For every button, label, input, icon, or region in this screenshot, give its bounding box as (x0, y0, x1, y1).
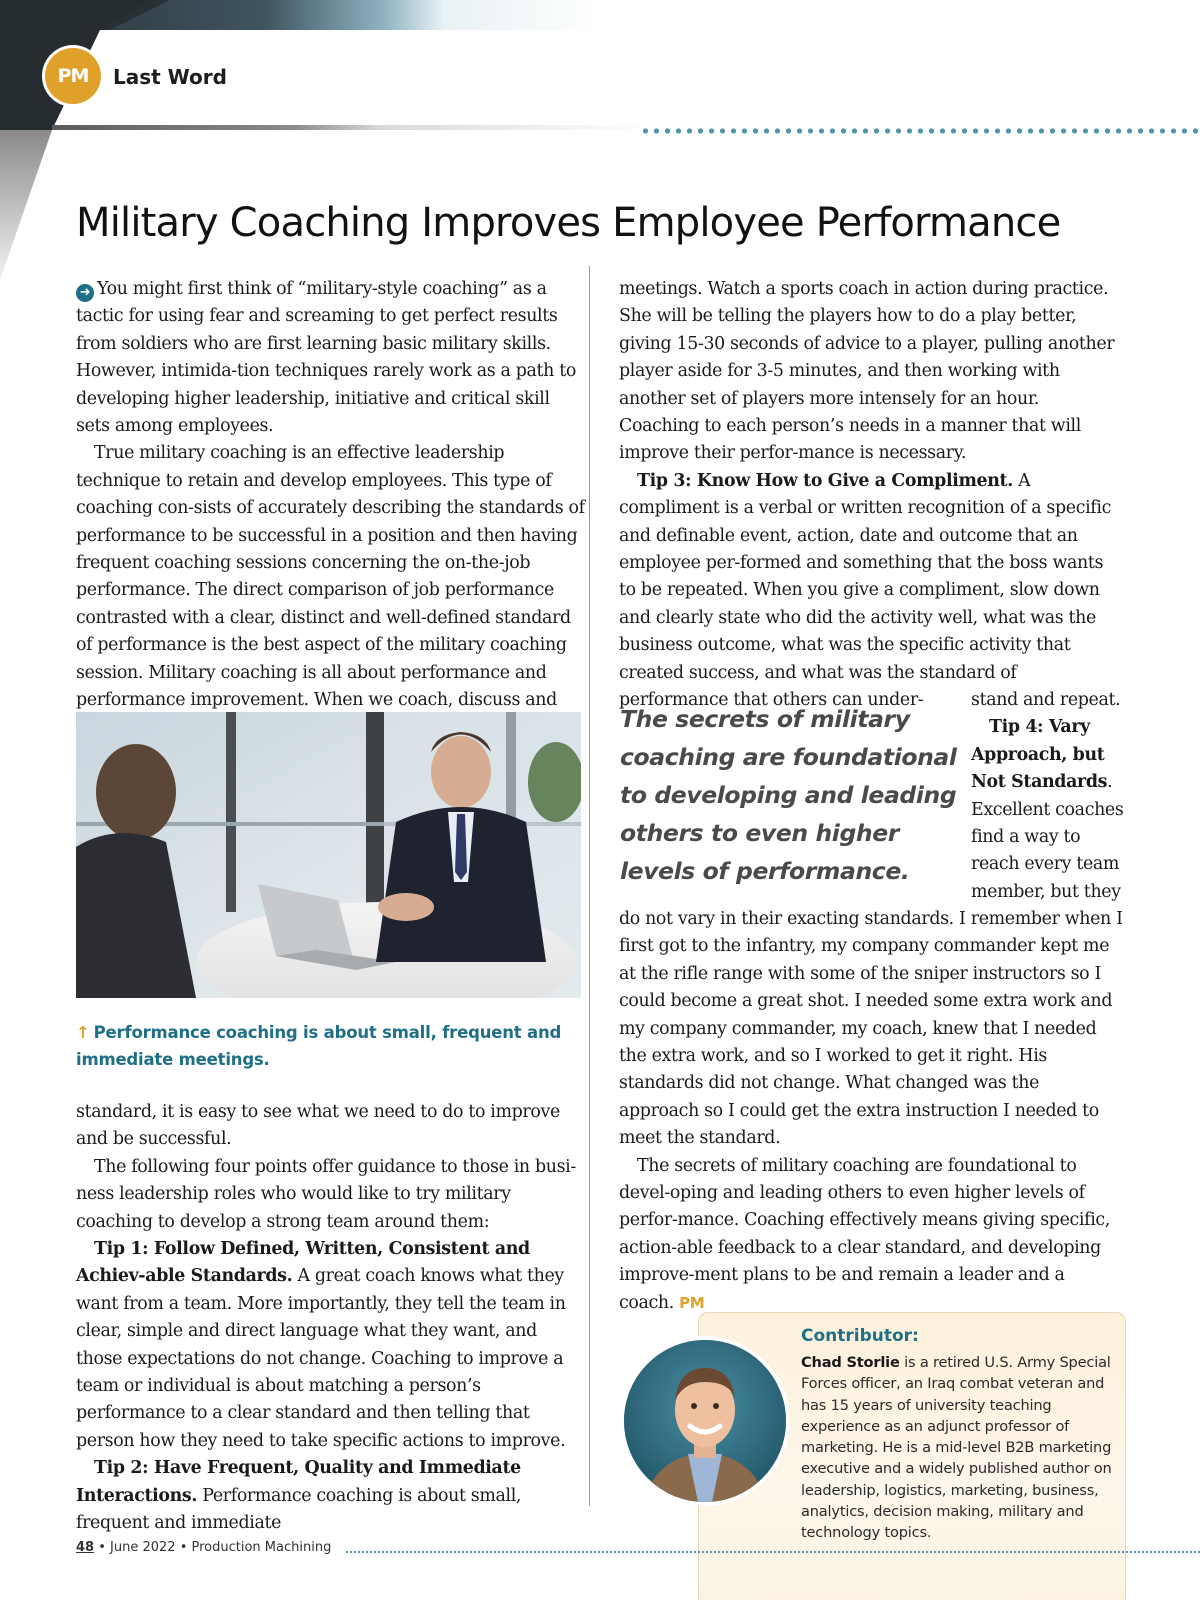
circle-arrow-right-icon: ➜ (76, 284, 94, 302)
pull-quote: The secrets of military coaching are foundational to developing and leading others to even higher levels of performance. (620, 705, 957, 885)
right-column-bottom (619, 906, 1124, 1317)
issue-date: June 2022 (110, 1540, 176, 1555)
contributor-label: Contributor: (801, 1326, 919, 1346)
page-number: 48 (76, 1540, 95, 1555)
paragraph: The following four points offer guidance to those in busi-ness leadership roles who would like to try military coaching to develop a strong team around them: (76, 1156, 576, 1232)
tip-4-heading: Tip 4: Vary Approach, but Not Standards (971, 717, 1108, 793)
tip-1-heading: Tip 1: Follow Defined, Written, Consistent and Achiev-able Standards. (76, 1239, 530, 1287)
tip-1-paragraph: Tip 1: Follow Defined, Written, Consistent and Achiev-able Standards. A great coach knows what they want from a team. More importantly, they tell the team in clear, simple and direct language what they want, and those expectations do not change. Coaching to improve a team or individual is about matching a person’s performance to a clear standard and then telling that person how they need to take specific actions to improve. (76, 1239, 566, 1451)
left-column-bottom (76, 1099, 588, 1538)
contributor-bio: Chad Storlie is a retired U.S. Army Special Forces officer, an Iraq combat veteran and has 15 years of university teaching experience as an adjunct professor of marketing. He is a mid-level B2B marketing executive and a widely published author on leadership, logistics, marketing, business, analytics, decision making, military and technology topics. (801, 1354, 1112, 1542)
paragraph: standard, it is easy to see what we need to do to improve and be successful. (76, 1102, 560, 1150)
end-mark: PM (679, 1293, 705, 1312)
section-label: Last Word (113, 65, 227, 89)
article-title: Military Coaching Improves Employee Performance (76, 200, 1061, 246)
up-arrow-icon: ↑ (76, 1023, 90, 1042)
right-column-top (619, 276, 1124, 715)
column-divider (589, 266, 590, 1506)
tip-3-heading: Tip 3: Know How to Give a Compliment. (637, 470, 1013, 491)
tip-2-paragraph: Tip 2: Have Frequent, Quality and Immediate Interactions. Performance coaching is about small, frequent and immediate (76, 1458, 522, 1534)
pm-logo-badge: PM (45, 48, 101, 104)
tip-4-paragraph: Tip 4: Vary Approach, but Not Standards. Excellent coaches find a way to reach every team member, but they (971, 717, 1124, 902)
article-photo (76, 712, 581, 998)
tip-3-paragraph: Tip 3: Know How to Give a Compliment. A compliment is a verbal or written recognition of a specific and definable event, action, date and outcome that an employee per-formed and something that the boss wants to be repeated. When you give a compliment, slow down and clearly state who did the activity well, what was the business outcome, what was the specific activity that created success, and what was the standard of performance that others can under- (619, 470, 1111, 711)
contributor-avatar (620, 1336, 790, 1506)
contributor-name: Chad Storlie (801, 1354, 900, 1371)
corner-stripe (0, 130, 60, 280)
header-dotted-rule (640, 126, 1200, 136)
right-narrow-column (971, 687, 1131, 906)
left-column-top (76, 276, 588, 742)
publication-name: Production Machining (191, 1540, 332, 1555)
tip-2-heading: Tip 2: Have Frequent, Quality and Immediate Interactions. (76, 1458, 521, 1506)
paragraph: ➜ You might first think of “military-style coaching” as a tactic for using fear and screaming to get perfect results from soldiers who are first learning basic military skills. However, intimida-tion techniques rarely work as a path to developing higher leadership, initiative and critical skill sets among employees. (76, 279, 576, 437)
paragraph: do not vary in their exacting standards. I remember when I first got to the infantry, my company commander kept me at the rifle range with some of the sniper instructors so I could become a great shot. I needed some extra work and my company commander, my coach, knew that I needed the extra work, and so I worked to get it right. His standards did not change. What changed was the approach so I could get the extra instruction I needed to meet the standard. (619, 909, 1123, 1149)
page-footer: 48 • June 2022 • Production Machining (76, 1540, 332, 1555)
paragraph: stand and repeat. (971, 690, 1121, 710)
paragraph: meetings. Watch a sports coach in action during practice. She will be telling the players how to do a play better, giving 15-30 seconds of advice to a player, pulling another player aside for 3-5 minutes, and then working with another set of players more intensely for an hour. Coaching to each person’s needs in a manner that will improve their perfor-mance is necessary. (619, 279, 1115, 464)
footer-dotted-rule (345, 1551, 1200, 1553)
photo-caption: ↑ Performance coaching is about small, frequent and immediate meetings. (76, 1023, 562, 1069)
paragraph: The secrets of military coaching are foundational to devel-oping and leading others to even higher levels of perfor-mance. Coaching effectively means giving specific, action-able feedback to a clear standard, and developing improve-ment plans to be and remain a leader and a coach. PM (619, 1155, 1110, 1313)
paragraph: True military coaching is an effective leadership technique to retain and develop employees. This type of coaching con-sists of accurately describing the standards of performance to be successful in a position and then having frequent coaching sessions concerning the on-the-job performance. The direct comparison of job performance contrasted with a clear, distinct and well-defined standard of performance is the best aspect of the military coaching session. Military coaching is all about performance and performance improvement. When we coach, discuss and (76, 443, 585, 711)
